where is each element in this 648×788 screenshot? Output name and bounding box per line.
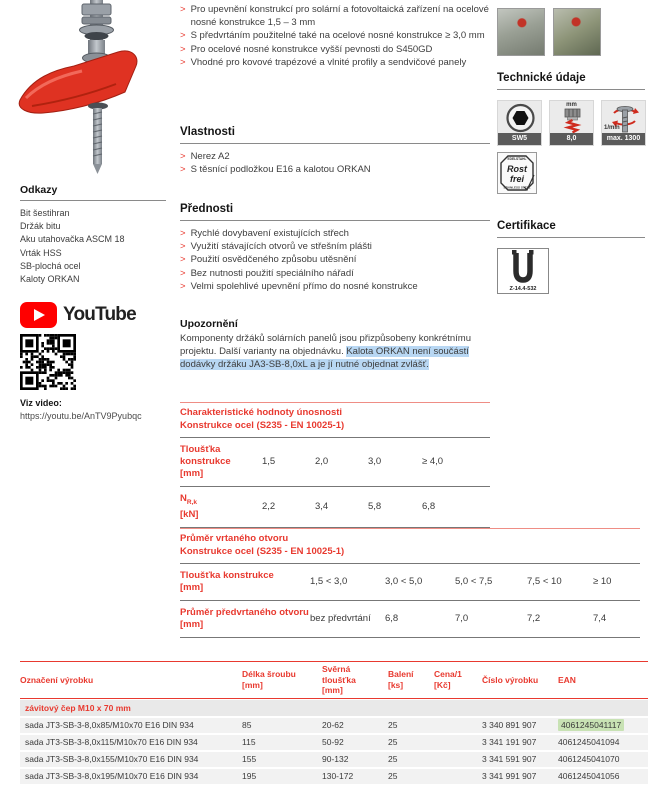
bullet-text: Pro ocelové nosné konstrukce vyšší pevnosti do S450GD bbox=[190, 43, 433, 55]
hex-socket-icon bbox=[497, 100, 542, 146]
bullet-item bbox=[180, 240, 490, 253]
table-header-rule bbox=[20, 698, 648, 699]
header-unit: [mm] bbox=[322, 685, 343, 695]
hex-socket-value: SW5 bbox=[498, 133, 541, 145]
ean-value: 4061245041056 bbox=[558, 771, 620, 782]
column-header bbox=[322, 662, 388, 698]
tech-data-heading: Technické údaje bbox=[497, 72, 645, 90]
bullet-text: Použití osvědčeného způsobu utěsnění bbox=[190, 254, 357, 266]
application-photo-1 bbox=[497, 8, 545, 56]
row-unit: [mm] bbox=[180, 582, 204, 593]
rpm-icon bbox=[601, 100, 646, 146]
sidebar-link[interactable]: SB-plochá ocel bbox=[20, 260, 81, 271]
table-subtitle: Konstrukce ocel (S235 - EN 10025-1) bbox=[180, 545, 345, 557]
header-unit: [Kč] bbox=[434, 679, 451, 690]
header-unit: [mm] bbox=[242, 679, 263, 690]
bullet-text: Vhodné pro kovové trapézové a vlnité profily a sendvičové panely bbox=[190, 56, 467, 68]
sidebar-link[interactable]: Kaloty ORKAN bbox=[20, 274, 80, 285]
column-header bbox=[242, 667, 322, 692]
video-url-link[interactable]: https://youtu.be/AnTV9Pyubqc bbox=[20, 411, 142, 421]
cell-value: 1,5 < 3,0 bbox=[310, 576, 348, 588]
row-label-text: Tloušťka konstrukce bbox=[180, 444, 231, 467]
svg-text:Rost: Rost bbox=[507, 164, 527, 174]
row-label-text: Průměr předvrtaného otvoru bbox=[180, 607, 309, 618]
column-header bbox=[558, 673, 648, 688]
bullet-item bbox=[180, 163, 490, 176]
intro-bullet-list bbox=[180, 3, 492, 69]
product-name: sada JT3-SB-3-8,0x195/M10x70 E16 DIN 934 bbox=[25, 771, 199, 782]
section-vlastnosti bbox=[180, 126, 490, 176]
bullet-item bbox=[180, 56, 492, 69]
header-line: Cena/1 bbox=[434, 669, 462, 680]
sidebar-link[interactable]: Aku utahovačka ASCM 18 bbox=[20, 234, 125, 245]
drill-hole-table bbox=[180, 528, 640, 638]
header-line: EAN bbox=[558, 674, 576, 685]
product-length: 85 bbox=[242, 720, 252, 731]
svg-text:frei: frei bbox=[509, 174, 525, 184]
cell-value: 3,4 bbox=[315, 501, 329, 513]
table-subtitle: Konstrukce ocel (S235 - EN 10025-1) bbox=[180, 419, 345, 431]
product-clamp-range: 50-92 bbox=[322, 737, 344, 748]
sidebar-link[interactable]: Vrták HSS bbox=[20, 247, 62, 258]
table-row bbox=[180, 601, 640, 638]
notice-text bbox=[180, 332, 492, 372]
bullet-text: S těsnící podložkou E16 a kalotou ORKAN bbox=[190, 164, 371, 176]
table-top-rule bbox=[180, 402, 490, 403]
product-row bbox=[20, 769, 648, 785]
cell-value: 3,0 < 5,0 bbox=[385, 576, 423, 588]
table-row bbox=[180, 564, 640, 601]
product-row bbox=[20, 735, 648, 751]
bullet-item bbox=[180, 267, 490, 280]
product-clamp-range: 20-62 bbox=[322, 720, 344, 731]
bullet-marker-icon: > bbox=[180, 228, 186, 239]
row-label-text: Tloušťka konstrukce bbox=[180, 570, 274, 581]
product-pack: 25 bbox=[388, 737, 398, 748]
product-article-number: 3 341 191 907 bbox=[482, 737, 537, 748]
header-line: Svěrná tloušťka bbox=[322, 664, 356, 685]
cell-value: ≥ 10 bbox=[593, 576, 612, 588]
product-article-number: 3 341 991 907 bbox=[482, 771, 537, 782]
bullet-item bbox=[180, 280, 490, 293]
product-table bbox=[20, 661, 648, 784]
product-pack: 25 bbox=[388, 720, 398, 731]
row-unit: [kN] bbox=[180, 508, 199, 520]
bullet-marker-icon: > bbox=[180, 56, 186, 68]
bullet-marker-icon: > bbox=[180, 151, 186, 162]
notice-plain-text: Komponenty držáků solárních panelů jsou přizpůsobeny konkrétnímu projektu. Další varianty na objednávku. bbox=[180, 333, 471, 358]
rpm-unit-label: 1/min bbox=[604, 125, 620, 131]
row-label bbox=[180, 493, 262, 521]
product-length: 195 bbox=[242, 771, 257, 782]
product-article-number: 3 341 591 907 bbox=[482, 754, 537, 765]
tech-icons bbox=[497, 100, 646, 146]
row-unit: [mm] bbox=[180, 468, 204, 479]
sidebar bbox=[20, 184, 166, 286]
bullet-text: Bez nutnosti použití speciálního nářadí bbox=[190, 267, 354, 279]
cell-value: 1,5 bbox=[262, 456, 276, 468]
cell-value: 5,0 < 7,5 bbox=[455, 576, 493, 588]
links-heading: Odkazy bbox=[20, 184, 166, 201]
row-label bbox=[180, 607, 310, 631]
notice-selected-text: Kalota ORKAN není součástí dodávky držáku JA3-SB-8,0xL a je jí nutné objednat zvlášť. bbox=[180, 346, 469, 371]
u-mark-certification-icon bbox=[497, 248, 549, 294]
product-row bbox=[20, 752, 648, 768]
table-top-rule bbox=[180, 528, 640, 529]
column-header bbox=[434, 667, 482, 692]
cell-value: 2,2 bbox=[262, 501, 276, 513]
product-article-number: 3 340 891 907 bbox=[482, 720, 537, 731]
product-row bbox=[20, 718, 648, 734]
bullet-item bbox=[180, 253, 490, 266]
row-label bbox=[180, 444, 262, 480]
certification-number: Z-14.4-532 bbox=[509, 286, 537, 292]
cell-value: 6,8 bbox=[422, 501, 436, 513]
notice-title: Upozornění bbox=[180, 318, 238, 330]
bullet-text: Pro upevnění konstrukcí pro solární a fotovoltaická zařízení na ocelové nosné konstrukce 1,5 – 3 mm bbox=[190, 4, 489, 29]
cell-value: ≥ 4,0 bbox=[422, 456, 444, 468]
row-label bbox=[180, 570, 310, 594]
bullet-text: Rychlé dovybavení existujících střech bbox=[190, 228, 349, 239]
product-length: 115 bbox=[242, 737, 256, 748]
table-title: Charakteristické hodnoty únosnosti bbox=[180, 407, 343, 418]
notice-block bbox=[180, 318, 492, 372]
bullet-list bbox=[180, 227, 490, 293]
cell-value: 7,5 < 10 bbox=[527, 576, 562, 588]
cell-value: 7,2 bbox=[527, 613, 541, 625]
product-rows bbox=[20, 718, 648, 785]
header-line: Balení bbox=[388, 669, 414, 680]
header-unit: [ks] bbox=[388, 679, 404, 690]
youtube-wordmark: YouTube bbox=[63, 304, 136, 325]
bullet-item bbox=[180, 43, 492, 56]
cell-value: bez předvrtání bbox=[310, 613, 371, 625]
certification-heading: Certifikace bbox=[497, 220, 645, 238]
header-line: Délka šroubu bbox=[242, 669, 296, 680]
youtube-logo[interactable] bbox=[20, 302, 136, 328]
bullet-list bbox=[180, 150, 490, 176]
section-title: Vlastnosti bbox=[180, 126, 490, 144]
ean-value: 4061245041117 bbox=[558, 719, 624, 731]
drill-unit-label: mm bbox=[566, 102, 577, 108]
section-title: Přednosti bbox=[180, 203, 490, 221]
sidebar-link[interactable]: Držák bitu bbox=[20, 221, 61, 232]
youtube-play-icon bbox=[20, 302, 57, 328]
bullet-marker-icon: > bbox=[180, 164, 186, 176]
product-name: sada JT3-SB-3-8,0x155/M10x70 E16 DIN 934 bbox=[25, 754, 199, 765]
drill-diameter-value: 8,0 bbox=[550, 133, 593, 145]
bullet-marker-icon: > bbox=[180, 254, 186, 266]
rpm-value: max. 1300 bbox=[602, 133, 645, 145]
product-pack: 25 bbox=[388, 771, 398, 782]
product-ean bbox=[558, 771, 648, 781]
bullet-marker-icon: > bbox=[180, 4, 186, 15]
bullet-marker-icon: > bbox=[180, 241, 186, 253]
stainless-rostfrei-badge bbox=[497, 152, 537, 194]
table-title: Průměr vrtaného otvoru bbox=[180, 533, 289, 544]
table-body bbox=[180, 437, 490, 528]
cell-value: 6,8 bbox=[385, 613, 399, 625]
bullet-marker-icon: > bbox=[180, 30, 186, 42]
table-row bbox=[180, 487, 490, 528]
ean-value: 4061245041070 bbox=[558, 754, 620, 765]
drill-diameter-icon bbox=[549, 100, 594, 146]
table-row bbox=[180, 438, 490, 487]
bullet-text: S předvrtáním použitelné také na ocelové nosné konstrukce ≥ 3,0 mm bbox=[190, 30, 485, 42]
header-line: Označení výrobku bbox=[20, 674, 94, 685]
application-thumbnails bbox=[497, 8, 601, 56]
column-header bbox=[20, 673, 242, 688]
column-header bbox=[482, 673, 558, 688]
product-length: 155 bbox=[242, 754, 257, 765]
links-list bbox=[20, 207, 166, 286]
bullet-item bbox=[180, 29, 492, 42]
row-unit: [mm] bbox=[180, 619, 204, 630]
product-table-header bbox=[20, 662, 648, 698]
bullet-text: Využití stávajících otvorů ve střešním plášti bbox=[190, 241, 372, 253]
bullet-text: Velmi spolehlivé upevnění přímo do nosné konstrukce bbox=[190, 280, 418, 292]
product-ean bbox=[558, 720, 648, 730]
cell-value: 3,0 bbox=[368, 456, 382, 468]
cell-value: 7,4 bbox=[593, 613, 607, 625]
qr-code bbox=[20, 334, 76, 390]
bullet-item bbox=[180, 3, 492, 29]
product-photo bbox=[12, 0, 168, 176]
product-clamp-range: 90-132 bbox=[322, 754, 349, 765]
product-clamp-range: 130-172 bbox=[322, 771, 354, 782]
bullet-marker-icon: > bbox=[180, 43, 186, 55]
product-group-row: závitový čep M10 x 70 mm bbox=[20, 700, 648, 716]
video-label: Viz video: bbox=[20, 398, 62, 408]
table-body bbox=[180, 563, 640, 638]
header-line: Číslo výrobku bbox=[482, 674, 539, 685]
cell-value: 7,0 bbox=[455, 613, 469, 625]
product-name: sada JT3-SB-3-8,0x115/M10x70 E16 DIN 934 bbox=[25, 737, 198, 748]
video-link-block bbox=[20, 398, 142, 421]
column-header bbox=[388, 667, 434, 692]
svg-text:EDELSTAHL: EDELSTAHL bbox=[507, 156, 527, 161]
bullet-item bbox=[180, 150, 490, 163]
bullet-item bbox=[180, 227, 490, 240]
product-ean bbox=[558, 754, 648, 764]
bullet-marker-icon: > bbox=[180, 280, 186, 292]
sidebar-link[interactable]: Bit šestihran bbox=[20, 208, 70, 218]
cell-value: 5,8 bbox=[368, 501, 382, 513]
product-ean bbox=[558, 737, 648, 747]
product-pack: 25 bbox=[388, 754, 398, 765]
load-capacity-table bbox=[180, 402, 490, 528]
svg-text:STAINLESS STEEL: STAINLESS STEEL bbox=[503, 185, 531, 190]
section-prednosti bbox=[180, 203, 490, 293]
product-name: sada JT3-SB-3-8,0x85/M10x70 E16 DIN 934 bbox=[25, 720, 194, 731]
application-photo-2 bbox=[553, 8, 601, 56]
bullet-marker-icon: > bbox=[180, 267, 186, 279]
ean-value: 4061245041094 bbox=[558, 737, 620, 748]
bullet-text: Nerez A2 bbox=[190, 151, 230, 162]
row-label-text: $N_{R,k}$ bbox=[180, 493, 197, 506]
cell-value: 2,0 bbox=[315, 456, 329, 468]
